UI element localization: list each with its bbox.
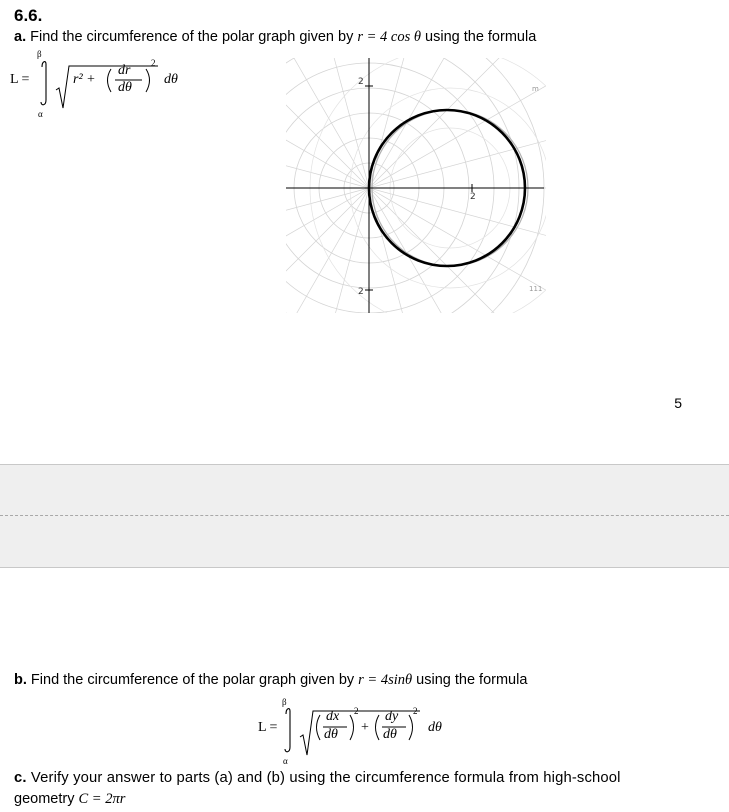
grid-spoke (369, 188, 546, 313)
formula-b-exponent-1: 2 (354, 706, 359, 716)
formula-b-dy: dy (385, 709, 399, 724)
part-a-text-after: using the formula (421, 29, 537, 45)
formula-b-lower-limit: α (283, 756, 288, 766)
grid-spoke (369, 188, 546, 313)
grid-spoke (286, 188, 369, 266)
sqrt-sign-b-icon (300, 711, 420, 755)
formula-b-differential: dθ (428, 720, 442, 735)
left-paren-dx-icon (317, 715, 321, 740)
formula-a-r-squared: r² + (73, 72, 96, 87)
formula-b-dtheta-1: dθ (324, 727, 338, 742)
part-a-text: Find the circumference of the polar graph given by (30, 29, 358, 45)
polar-graph-canvas (286, 58, 546, 313)
part-c-question (14, 770, 621, 786)
page-number: 5 (674, 395, 682, 411)
formula-b-exponent-2: 2 (413, 706, 418, 716)
sqrt-sign-icon (56, 66, 158, 108)
grid-spoke (369, 58, 519, 188)
formula-a-exponent: 2 (151, 58, 156, 68)
tick-label-right: 2 (470, 192, 476, 202)
formula-a-upper-limit: β (37, 49, 42, 59)
arc-length-formula-b (252, 694, 462, 769)
part-b-text-after: using the formula (412, 672, 528, 688)
formula-b-dx: dx (326, 709, 340, 724)
tick-label-bottom: 2 (358, 287, 364, 297)
polar-graph (286, 58, 546, 313)
part-c-line1: Verify your answer to parts (a) and (b) using the circumference formula from high-school (30, 770, 621, 786)
polar-grid (286, 58, 546, 313)
part-b-text: Find the circumference of the polar graph given by (30, 672, 359, 688)
left-paren-icon (108, 69, 112, 92)
integral-sign-icon (41, 62, 46, 105)
page-break-band (0, 464, 729, 568)
formula-b-plus: + (361, 720, 369, 735)
part-a-question (14, 29, 536, 46)
part-b-question (14, 672, 527, 689)
right-paren-icon (146, 69, 150, 92)
page-break-dashed-line (0, 515, 729, 516)
grid-spoke (286, 110, 369, 188)
formula-b-lhs: L = (258, 720, 278, 735)
tick-label-top: 2 (358, 77, 364, 87)
formula-a-lhs: L = (10, 72, 30, 87)
part-c-line2-text: geometry (14, 791, 79, 807)
grid-ring (286, 58, 544, 313)
part-a-equation: r = 4 cos θ (357, 29, 421, 45)
formula-b-upper-limit: β (282, 697, 287, 707)
integral-sign-b-icon (285, 709, 290, 752)
part-b-equation: r = 4sinθ (358, 672, 413, 688)
grid-spoke (286, 58, 369, 188)
left-paren-dy-icon (376, 715, 380, 740)
right-paren-dx-icon (350, 715, 354, 740)
part-c-line2 (14, 791, 125, 808)
formula-b-dtheta-2: dθ (383, 727, 397, 742)
part-c-formula: C = 2πr (78, 791, 126, 807)
formula-a-lower-limit: α (38, 109, 43, 119)
tick-label-upper-right: m (532, 85, 539, 93)
grid-ring (286, 58, 519, 313)
grid-spoke (369, 58, 546, 188)
formula-a-denominator: dθ (118, 80, 132, 95)
arc-length-formula-a (8, 48, 198, 123)
grid-spoke (286, 58, 369, 188)
part-a-letter: a. (14, 29, 27, 45)
tick-label-lower-right: 111 (529, 285, 543, 293)
grid-spoke (369, 188, 546, 266)
formula-a-numerator: dr (118, 63, 131, 78)
section-heading: 6.6. (14, 6, 43, 25)
part-b-letter: b. (14, 672, 27, 688)
grid-spoke (369, 110, 546, 188)
part-c-letter: c. (14, 770, 27, 786)
grid-spoke (369, 58, 546, 188)
formula-a-differential: dθ (164, 72, 178, 87)
grid-spoke (286, 58, 369, 188)
right-paren-dy-icon (409, 715, 413, 740)
